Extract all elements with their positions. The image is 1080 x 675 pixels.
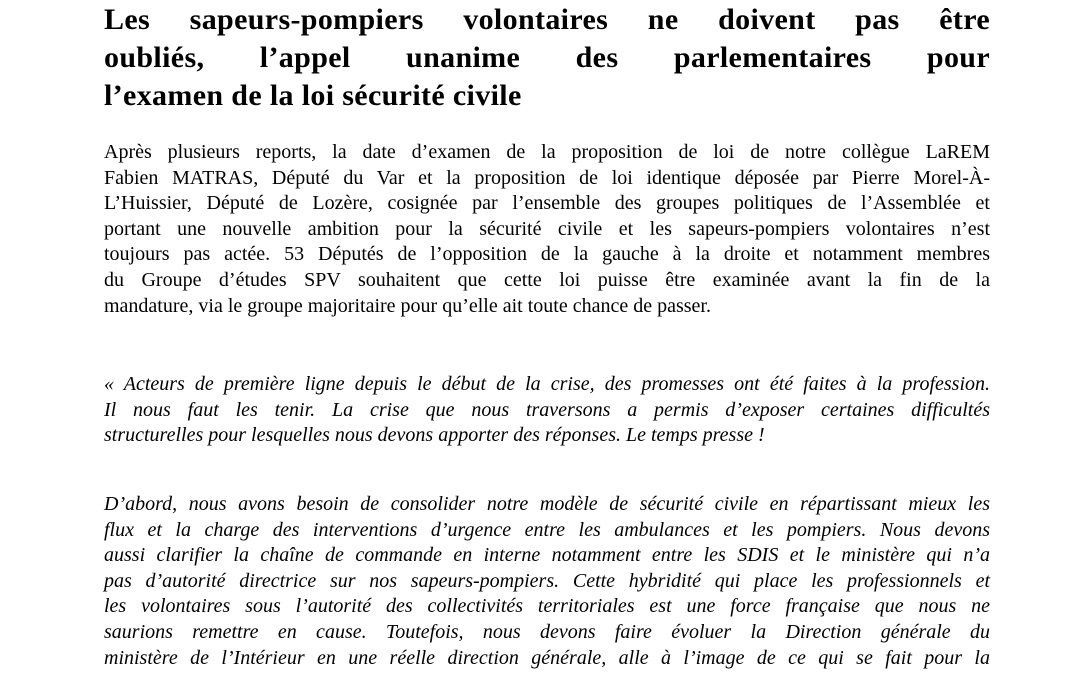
paragraph-line: aussi clarifier la chaîne de commande en interne notamment entre les SDIS et le ministère qui n’a	[104, 544, 990, 567]
paragraph-line: Après plusieurs reports, la date d’examen de la proposition de loi de notre collègue LaREM	[104, 141, 990, 163]
paragraph-line: L’Huissier, Député de Lozère, cosignée par l’ensemble des groupes politiques de l’Assemblée et	[104, 192, 990, 215]
paragraph-line: Il nous faut les tenir. La crise que nous traversons a permis d’exposer certaines difficultés	[104, 398, 990, 421]
quote-paragraph-2	[104, 492, 990, 671]
intro-paragraph	[104, 140, 990, 319]
paragraph-line: du Groupe d’études SPV souhaitent que cette loi puisse être examinée avant la fin de la	[104, 268, 990, 291]
paragraph-line: flux et la charge des interventions d’urgence entre les ambulances et les pompiers. Nous devons	[104, 518, 990, 541]
paragraph-line: mandature, via le groupe majoritaire pour qu’elle ait toute chance de passer.	[104, 294, 711, 317]
paragraph-line: toujours pas actée. 53 Députés de l’opposition de la gauche à la droite et notamment membres	[104, 243, 990, 266]
paragraph-line: portant une nouvelle ambition pour la sécurité civile et les sapeurs-pompiers volontaires n’est	[104, 217, 990, 240]
paragraph-line: ministère de l’Intérieur en une réelle direction générale, alle à l’image de ce qui se fait pour la	[104, 646, 990, 669]
paragraph-line: pas d’autorité directrice sur nos sapeurs-pompiers. Cette hybridité qui place les professionnels et	[104, 569, 990, 592]
quote-paragraph-1	[104, 372, 990, 449]
title-line: oubliés, l’appel unanime des parlementaires pour	[104, 41, 990, 74]
document-page	[104, 0, 990, 669]
paragraph-line: saurions remettre en cause. Toutefois, nous devons faire évoluer la Direction générale du	[104, 620, 990, 643]
paragraph-line: D’abord, nous avons besoin de consolider notre modèle de sécurité civile en répartissant mieux les	[104, 493, 990, 515]
paragraph-line: Fabien MATRAS, Député du Var et la proposition de loi identique déposée par Pierre Morel-À-	[104, 166, 990, 189]
paragraph-line: structurelles pour lesquelles nous devons apporter des réponses. Le temps presse !	[104, 424, 765, 447]
article-title	[104, 0, 990, 115]
paragraph-line: les volontaires sous l’autorité des collectivités territoriales est une force française que nous ne	[104, 595, 990, 618]
title-line: Les sapeurs-pompiers volontaires ne doivent pas être	[104, 3, 990, 36]
title-line: l’examen de la loi sécurité civile	[104, 79, 522, 112]
paragraph-line: « Acteurs de première ligne depuis le début de la crise, des promesses ont été faites à la profession.	[104, 373, 990, 395]
